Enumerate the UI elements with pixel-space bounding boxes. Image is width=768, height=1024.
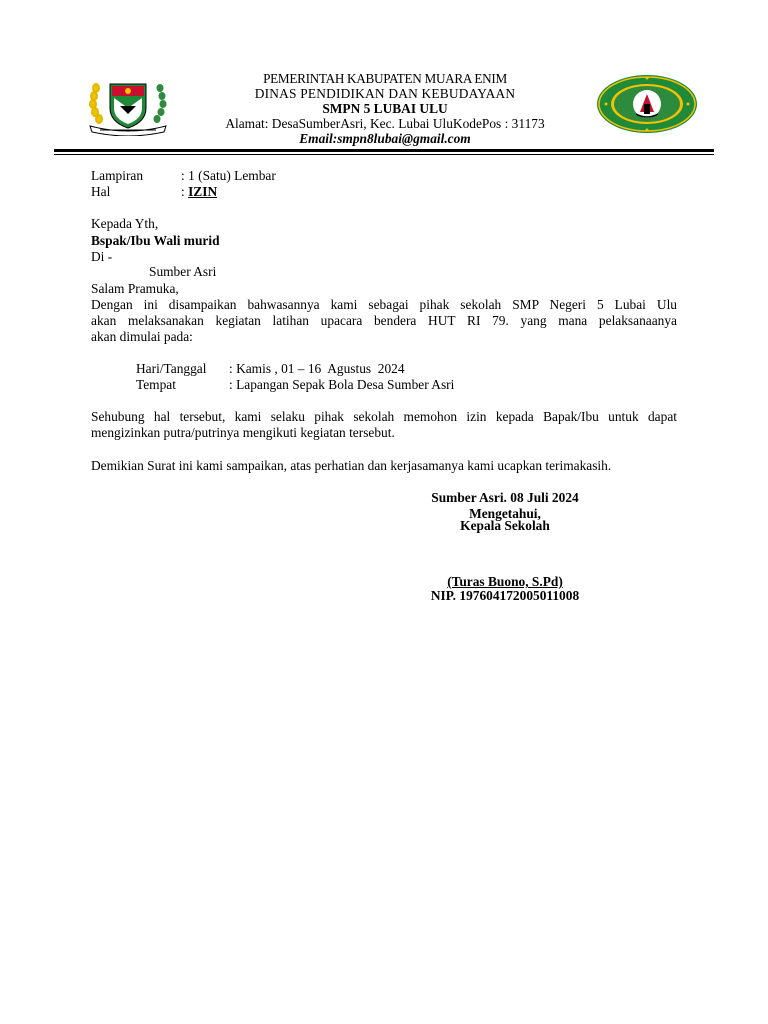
hal-colon: : xyxy=(181,184,185,199)
letterhead-department: DINAS PENDIDIKAN DAN KEBUDAYAAN xyxy=(254,86,516,101)
detail-day-value: : Kamis , 01 – 16 Agustus 2024 xyxy=(229,361,405,376)
paragraph-intro-line: Dengan ini disampaikan bahwasannya kami sebagai pihak sekolah SMP Negeri 5 Lubai Ulu xyxy=(91,297,677,312)
signature-place-date: Sumber Asri. 08 Juli 2024 xyxy=(431,490,579,505)
detail-place-value: : Lapangan Sepak Bola Desa Sumber Asri xyxy=(229,377,455,392)
paragraph-permission-line: mengizinkan putra/putrinya mengikuti kegiatan tersebut. xyxy=(91,425,395,440)
signature-name: (Turas Buono, S.Pd) xyxy=(447,574,563,589)
paragraph-permission xyxy=(91,409,677,441)
signature-knowing: Mengetahui, xyxy=(469,506,541,521)
detail-day-label: Hari/Tanggal xyxy=(136,361,207,376)
lampiran-value: : 1 (Satu) Lembar xyxy=(181,168,276,183)
closing-sentence: Demikian Surat ini kami sampaikan, atas perhatian dan kerjasamanya kami ucapkan terimakasih. xyxy=(91,458,612,473)
signature-nip: NIP. 197604172005011008 xyxy=(430,588,580,603)
paragraph-intro-line: akan dimulai pada: xyxy=(91,329,193,344)
detail-place-label: Tempat xyxy=(136,377,176,392)
letterhead-government: PEMERINTAH KABUPATEN MUARA ENIM xyxy=(263,71,507,86)
letterhead-address: Alamat: DesaSumberAsri, Kec. Lubai UluKodePos : 31173 xyxy=(225,116,545,131)
regency-emblem-icon xyxy=(82,74,174,136)
letterhead xyxy=(180,71,590,146)
paragraph-intro-line: akan melaksanakan kegiatan latihan upacara bendera HUT RI 79. yang mana pelaksanaanya xyxy=(91,313,677,328)
paragraph-intro xyxy=(91,297,677,345)
letterhead-email: Email:smpn8lubai@gmail.com xyxy=(299,131,471,146)
letterhead-school-name: SMPN 5 LUBAI ULU xyxy=(322,101,448,116)
school-seal-icon xyxy=(596,74,698,134)
signature-position: Kepala Sekolah xyxy=(460,518,550,533)
letterhead-divider-thin xyxy=(54,154,714,155)
paragraph-permission-line: Sehubung hal tersebut, kami selaku pihak sekolah memohon izin kepada Bapak/Ibu untuk dapat xyxy=(91,409,677,424)
recipient-location: Sumber Asri xyxy=(149,264,217,279)
recipient-salutation: Kepada Yth, xyxy=(91,216,159,231)
recipient-name: Bspak/Ibu Wali murid xyxy=(91,233,220,248)
hal-label: Hal xyxy=(91,184,111,199)
recipient-at: Di - xyxy=(91,249,113,264)
greeting: Salam Pramuka, xyxy=(91,281,179,296)
lampiran-label: Lampiran xyxy=(91,168,144,183)
letterhead-divider-thick xyxy=(54,149,714,152)
hal-value: IZIN xyxy=(188,184,218,199)
hal-row xyxy=(181,184,217,200)
